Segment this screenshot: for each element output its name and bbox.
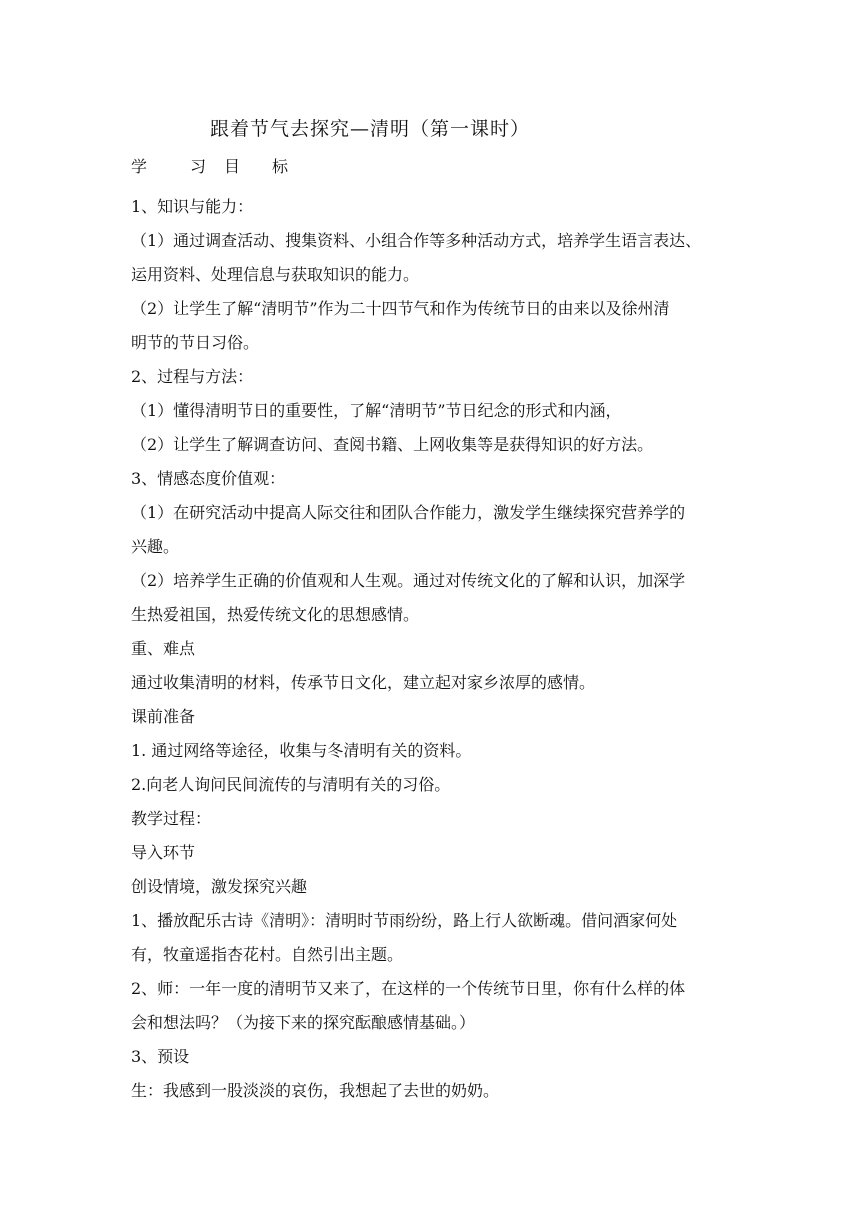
goal-heading-char: 学 [131,157,148,176]
section-heading: 3、情感态度价值观： [131,469,286,488]
section-heading: 重、难点 [131,639,196,658]
paragraph-line: 有，牧童遥指杏花村。自然引出主题。 [131,945,404,964]
paragraph-line: 运用资料、处理信息与获取知识的能力。 [131,265,420,284]
paragraph-line: 会和想法吗？（为接下来的探究酝酿感情基础。） [131,1013,476,1032]
section-heading: 导入环节 [131,843,196,862]
document-body [131,190,731,1108]
page-title: 跟着节气去探究—清明（第一课时） [210,118,531,140]
paragraph-line: 生：我感到一股淡淡的哀伤，我想起了去世的奶奶。 [131,1081,500,1100]
section-heading: 2、过程与方法： [131,367,254,386]
goal-heading [131,154,288,177]
paragraph-line: 2、师：一年一度的清明节又来了，在这样的一个传统节日里，你有什么样的体 [131,979,686,998]
goal-heading-char: 目 [224,157,241,176]
goal-heading-char: 习 [190,157,207,176]
paragraph-line: （2）让学生了解“清明节”作为二十四节气和作为传统节日的由来以及徐州清 [131,299,670,318]
paragraph-line: （1）懂得清明节日的重要性，了解“清明节”节日纪念的形式和内涵， [131,401,622,420]
paragraph-line: 1、播放配乐古诗《清明》：清明时节雨纷纷，路上行人欲断魂。借问酒家何处 [131,911,678,930]
paragraph-line: 2.向老人询问民间流传的与清明有关的习俗。 [131,775,451,794]
paragraph-line: （1）通过调查活动、搜集资料、小组合作等多种活动方式，培养学生语言表达、 [131,231,702,250]
paragraph-line: 兴趣。 [131,537,180,556]
paragraph-line: （2）让学生了解调查访问、查阅书籍、上网收集等是获得知识的好方法。 [131,435,654,454]
paragraph-line: 创设情境，激发探究兴趣 [131,877,308,896]
section-heading: 课前准备 [131,707,196,726]
paragraph-line: 1. 通过网络等途径，收集与冬清明有关的资料。 [131,741,472,760]
paragraph-line: 生热爱祖国，热爱传统文化的思想感情。 [131,605,420,624]
paragraph-line: 通过收集清明的材料，传承节日文化，建立起对家乡浓厚的感情。 [131,673,596,692]
section-heading: 3、预设 [131,1047,190,1066]
goal-heading-char: 标 [272,157,289,176]
paragraph-line: （1）在研究活动中提高人际交往和团队合作能力，激发学生继续探究营养学的 [131,503,686,522]
paragraph-line: （2）培养学生正确的价值观和人生观。通过对传统文化的了解和认识，加深学 [131,571,686,590]
paragraph-line: 明节的节日习俗。 [131,333,260,352]
section-heading: 教学过程： [131,809,212,828]
section-heading: 1、知识与能力： [131,197,254,216]
